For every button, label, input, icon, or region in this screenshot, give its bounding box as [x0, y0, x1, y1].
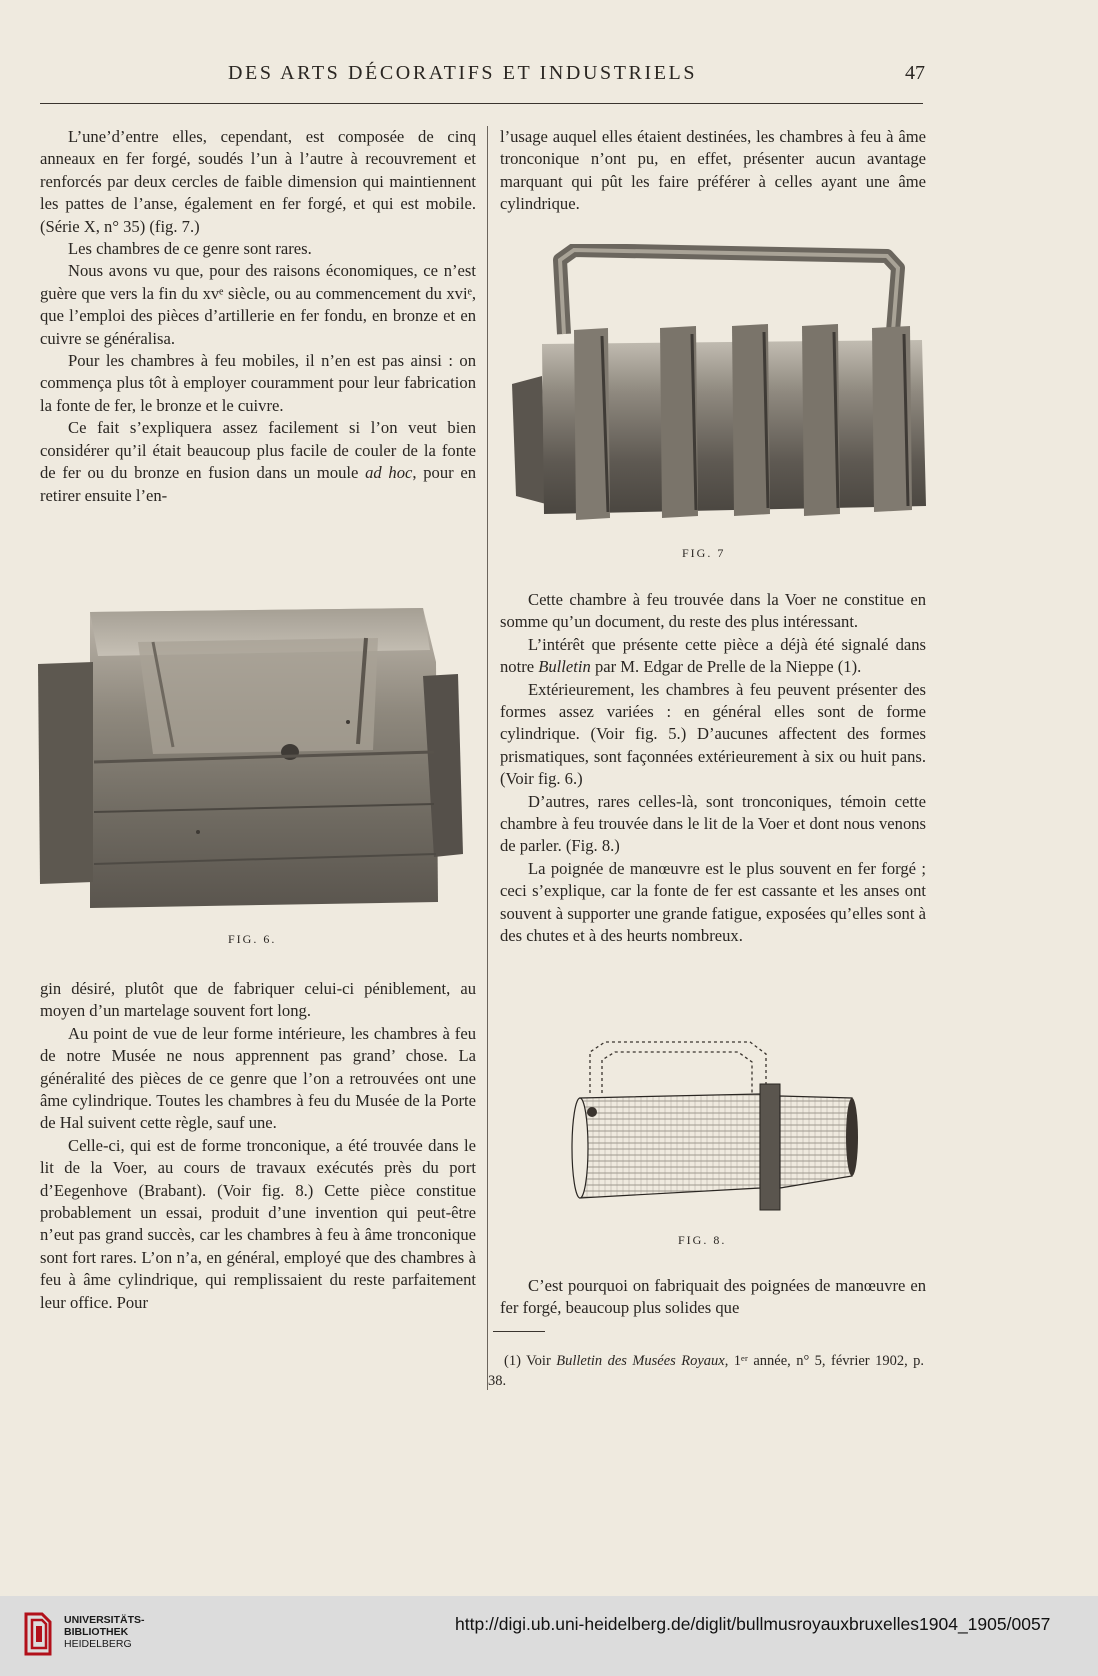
source-url-link[interactable]: http://digi.ub.uni-heidelberg.de/diglit/bullmusroyauxbruxelles1904_1905/0057 [455, 1614, 1051, 1634]
footnote [488, 1351, 924, 1391]
paragraph: L’une’d’entre elles, cependant, est composée de cinq anneaux en fer forgé, soudés l’un à l’autre à recouvrement et renforcés par deux cercles de faible dimension qui maintiennent les pattes de l’anse, également en fer forgé, et qui est mobile. (Série X, n° 35) (fig. 7.) [40, 127, 476, 236]
paragraph [500, 634, 926, 679]
text-run: par M. Edgar de Prelle de la Nieppe (1). [590, 657, 862, 677]
figure-6-caption: FIG. 6. [228, 932, 277, 946]
paragraph: Nous avons vu que, pour des raisons économiques, ce n’est guère que vers la fin du xvᵉ siècle, ou au commencement du xviᵉ, que l’emploi des pièces d’artillerie en fer fondu, en bronze et en cuivre se généralisa. [40, 261, 476, 348]
paragraph [40, 417, 476, 507]
paragraph: Pour les chambres à feu mobiles, il n’en est pas ainsi : on commença plus tôt à employer couramment pour leur fabrication la fonte de fer, le bronze et le cuivre. [40, 351, 476, 415]
library-name-line: BIBLIOTHEK [64, 1626, 129, 1638]
running-title: DES ARTS DÉCORATIFS ET INDUSTRIELS [228, 62, 698, 84]
paragraph: Celle-ci, qui est de forme tronconique, a été trouvée dans le lit de la Voer, au cours de travaux exécutés près du port d’Eegenhove (Brabant). (Voir fig. 8.) Cette pièce constitue probablement un essai, produit d’une invention qui peut-être n’eut pas grand succès, car les chambres à feu à âme tronconique sont fort rares. L’on n’a, en général, employé que des chambres à feu à âme cylindrique, qui remplissaient du reste parfaitement leur office. Pour [40, 1135, 476, 1312]
column-divider [487, 126, 488, 1390]
footnote-text [488, 1351, 924, 1391]
figure-8-caption: FIG. 8. [678, 1233, 727, 1247]
paragraph: Les chambres de ce genre sont rares. [68, 239, 312, 259]
italic-text: Bulletin des Musées Royaux [556, 1353, 725, 1369]
paragraph: La poignée de manœuvre est le plus souvent en fer forgé ; ceci s’explique, car la fonte de fer est cassante et les anses ont souvent à supporter une grande fatigue, exposées qu’elles sont à des chutes et à des heurts nombreux. [500, 858, 926, 946]
figure-7-caption: FIG. 7 [682, 546, 726, 560]
paragraph: Au point de vue de leur forme intérieure, les chambres à feu de notre Musée ne nous apprennent pas grand’ chose. La généralité des pièces de ce genre que l’on a retrouvées ont une âme cylindrique. Toutes les chambres à feu du Musée de la Porte de Hal suivent cette règle, sauf une. [40, 1023, 476, 1133]
left-column-top-text [40, 126, 476, 507]
library-name-line: UNIVERSITÄTS- [64, 1614, 145, 1626]
running-head [0, 58, 1098, 88]
right-column-middle-text [500, 589, 926, 948]
paragraph: gin désiré, plutôt que de fabriquer celui-ci péniblement, au moyen d’un martelage souvent fort long. [40, 979, 476, 1021]
text-run: , 1ᵉʳ année, n° 5, février 1902, p. 38. [488, 1353, 924, 1389]
paragraph: Cette chambre à feu trouvée dans la Voer ne constitue en somme qu’un document, du reste des plus intéressant. [500, 590, 926, 632]
italic-text: Bulletin [538, 657, 591, 677]
page-number: 47 [905, 62, 925, 84]
paragraph: l’usage auquel elles étaient destinées, les chambres à feu à âme tronconique n’ont pu, en effet, présenter aucun avantage marquant qui pût les faire préférer à celles ayant une âme cylindrique. [500, 127, 926, 214]
paragraph: C’est pourquoi on fabriquait des poignées de manœuvre en fer forgé, beaucoup plus solides que [500, 1276, 926, 1318]
library-name [64, 1614, 145, 1650]
text-run: (1) Voir [504, 1353, 557, 1369]
right-column-bottom-text [500, 1275, 926, 1320]
text-run: L’intérêt que présente cette pièce a déjà été signalé dans notre [500, 634, 926, 677]
paragraph: Extérieurement, les chambres à feu peuvent présenter des formes assez variées : en général elles sont de forme cylindrique. (Voir fig. 5.) D’aucunes affectent des formes prismatiques, sont façonnées extérieurement à six ou huit pans. (Voir fig. 6.) [500, 679, 926, 789]
library-logo-icon [22, 1610, 54, 1658]
right-column-top-text [500, 126, 926, 216]
left-column-bottom-text [40, 978, 476, 1314]
figure-7-photo [512, 244, 932, 534]
header-rule [40, 103, 923, 104]
italic-text: ad hoc [365, 463, 413, 483]
text-run: Ce fait s’expliquera assez facilement si l’on veut bien considérer qu’il était beaucoup plus facile de couler de la fonte de fer ou du bronze en fusion dans un moule [40, 418, 476, 483]
text-run: , pour en retirer ensuite l’en- [40, 463, 477, 505]
digitization-footer [0, 1596, 1098, 1676]
paragraph: D’autres, rares celles-là, sont tronconiques, témoin cette chambre à feu trouvée dans le lit de la Voer et dont nous venons de parler. (Fig. 8.) [500, 791, 926, 856]
figure-8-drawing [560, 1038, 860, 1228]
footnote-rule [493, 1331, 545, 1332]
figure-6-photo [38, 602, 474, 908]
library-name-line: HEIDELBERG [64, 1638, 132, 1650]
